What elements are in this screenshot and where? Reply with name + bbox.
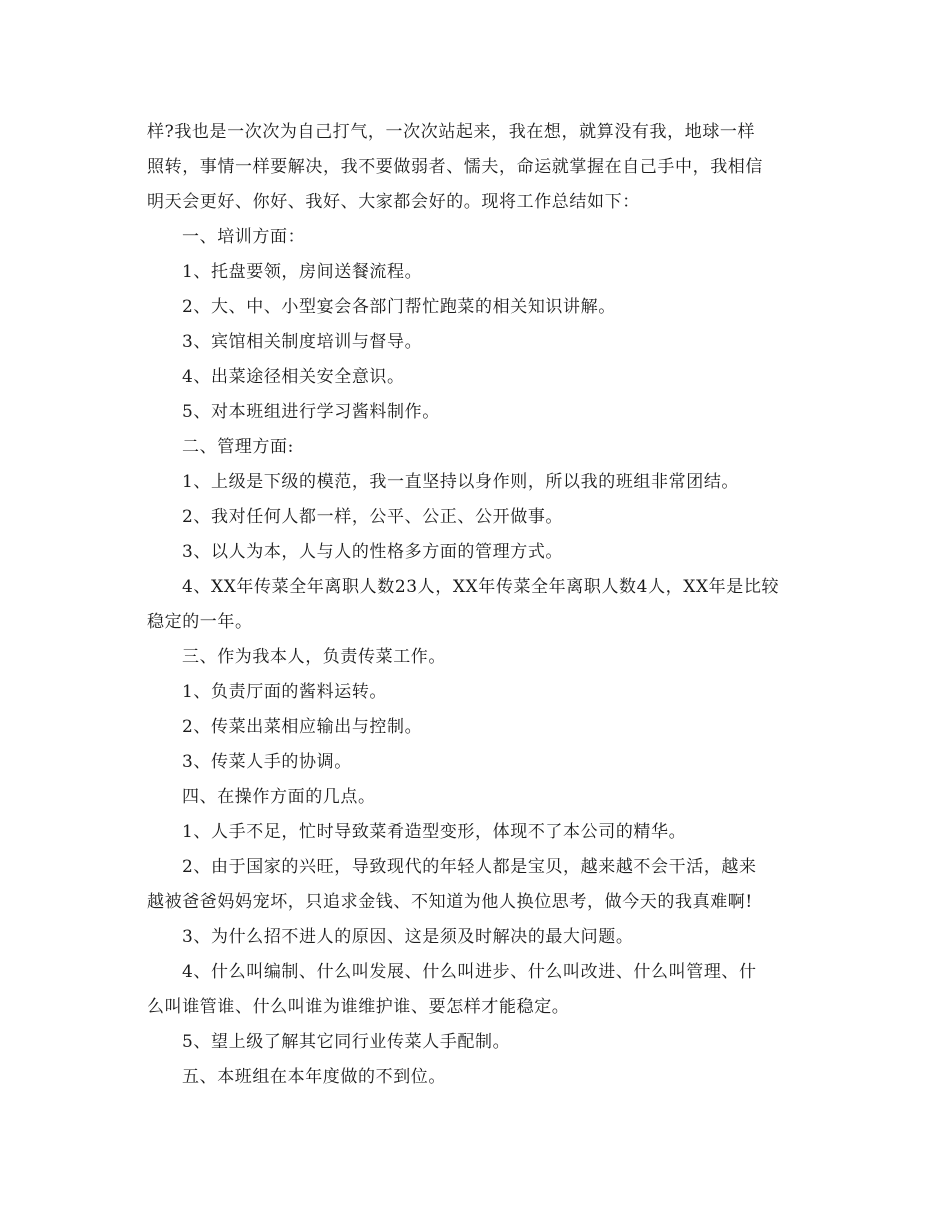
- text-line-continuation: 稳定的一年。: [147, 612, 253, 632]
- list-item: 4、什么叫编制、什么叫发展、什么叫进步、什么叫改进、什么叫管理、什: [182, 962, 757, 982]
- list-item: 3、以人为本，人与人的性格多方面的管理方式。: [182, 542, 564, 562]
- list-item: 2、我对任何人都一样，公平、公正、公开做事。: [182, 507, 564, 527]
- list-item: 3、传菜人手的协调。: [182, 752, 352, 772]
- list-item: 5、对本班组进行学习酱料制作。: [182, 402, 440, 422]
- text-line: 样?我也是一次次为自己打气，一次次站起来，我在想，就算没有我，地球一样: [147, 122, 756, 142]
- list-item: 4、XX年传菜全年离职人数23人，XX年传菜全年离职人数4人，XX年是比较: [182, 577, 780, 597]
- text-line-continuation: 越被爸爸妈妈宠坏，只追求金钱、不知道为他人换位思考，做今天的我真难啊!: [147, 892, 753, 912]
- list-item: 1、人手不足，忙时导致菜肴造型变形，体现不了本公司的精华。: [182, 822, 687, 842]
- section-heading-shortcomings: 五、本班组在本年度做的不到位。: [182, 1067, 446, 1087]
- list-item: 3、为什么招不进人的原因、这是须及时解决的最大问题。: [182, 927, 634, 947]
- list-item: 4、出菜途径相关安全意识。: [182, 367, 405, 387]
- list-item: 1、上级是下级的模范，我一直坚持以身作则，所以我的班组非常团结。: [182, 472, 740, 492]
- list-item: 3、宾馆相关制度培训与督导。: [182, 332, 423, 352]
- section-heading-personal: 三、作为我本人，负责传菜工作。: [182, 647, 446, 667]
- list-item: 5、望上级了解其它同行业传菜人手配制。: [182, 1032, 511, 1052]
- text-line: 明天会更好、你好、我好、大家都会好的。现将工作总结如下：: [147, 192, 640, 212]
- text-line: 照转，事情一样要解决，我不要做弱者、懦夫，命运就掌握在自己手中，我相信: [147, 157, 763, 177]
- list-item: 2、由于国家的兴旺，导致现代的年轻人都是宝贝，越来越不会干活，越来: [182, 857, 757, 877]
- text-line-continuation: 么叫谁管谁、什么叫谁为谁维护谁、要怎样才能稳定。: [147, 997, 570, 1017]
- section-heading-management: 二、管理方面:: [182, 437, 294, 457]
- list-item: 1、负责厅面的酱料运转。: [182, 682, 388, 702]
- section-heading-training: 一、培训方面：: [182, 227, 306, 247]
- document-body: [147, 115, 809, 1095]
- list-item: 1、托盘要领，房间送餐流程。: [182, 262, 423, 282]
- list-item: 2、传菜出菜相应输出与控制。: [182, 717, 423, 737]
- section-heading-operations: 四、在操作方面的几点。: [182, 787, 376, 807]
- list-item: 2、大、中、小型宴会各部门帮忙跑菜的相关知识讲解。: [182, 297, 616, 317]
